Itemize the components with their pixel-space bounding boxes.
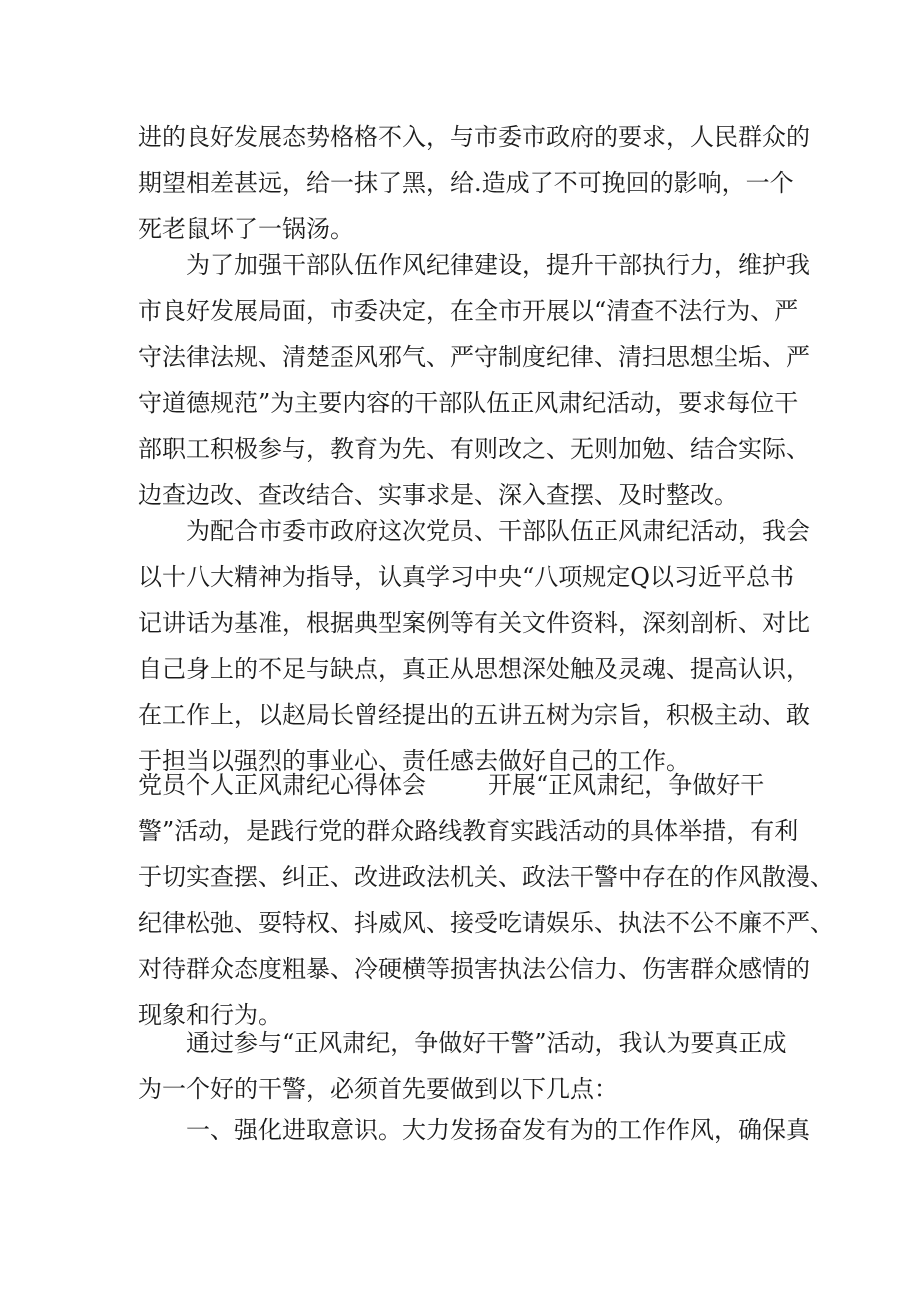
document-title: 党员个人正风肃纪心得体会 bbox=[138, 771, 426, 799]
paragraph-line: 通过参与“正风肃纪，争做好干警”活动，我认为要真正成 bbox=[186, 1029, 787, 1057]
paragraph-line: 警”活动，是践行党的群众路线教育实践活动的具体举措，有利 bbox=[138, 817, 799, 845]
paragraph-3 bbox=[138, 508, 810, 784]
paragraph-line: 死老鼠坏了一锅汤。 bbox=[138, 215, 354, 243]
paragraph-line: 在工作上，以赵局长曾经提出的五讲五树为宗旨，积极主动、敢 bbox=[138, 701, 810, 729]
paragraph-5 bbox=[138, 1020, 798, 1112]
paragraph-2 bbox=[138, 242, 810, 518]
title-line bbox=[138, 762, 798, 808]
paragraph-line: 纪律松弛、耍特权、抖威风、接受吃请娱乐、执法不公不廉不严、 bbox=[138, 909, 834, 937]
paragraph-line: 为一个好的干警，必须首先要做到以下几点： bbox=[138, 1075, 618, 1103]
paragraph-line: 一、强化进取意识。大力发扬奋发有为的工作作风，确保真 bbox=[186, 1116, 810, 1144]
paragraph-line: 以十八大精神为指导，认真学习中央“八项规定Q以习近平总书 bbox=[138, 563, 794, 591]
paragraph-line: 守道德规范”为主要内容的干部队伍正风肃纪活动，要求每位干 bbox=[138, 389, 799, 417]
paragraph-line: 守法律法规、清楚歪风邪气、严守制度纪律、清扫思想尘垢、严 bbox=[138, 343, 810, 371]
paragraph-6 bbox=[138, 1107, 810, 1153]
paragraph-line: 于担当以强烈的事业心、责任感去做好自己的工作。 bbox=[138, 747, 690, 775]
paragraph-line: 市良好发展局面，市委决定，在全市开展以“清查不法行为、严 bbox=[138, 297, 799, 325]
paragraph-line: 现象和行为。 bbox=[138, 1001, 282, 1029]
paragraph-line: 为了加强干部队伍作风纪律建设，提升干部执行力，维护我 bbox=[186, 251, 810, 279]
paragraph-line: 边查边改、查改结合、实事求是、深入查摆、及时整改。 bbox=[138, 481, 738, 509]
paragraph-line: 对待群众态度粗暴、冷硬横等损害执法公信力、伤害群众感情的 bbox=[138, 955, 810, 983]
paragraph-line: 自己身上的不足与缺点，真正从思想深处触及灵魂、提高认识， bbox=[138, 655, 810, 683]
paragraph-line: 期望相差甚远，给一抹了黑，给.造成了不可挽回的影响，一个 bbox=[138, 169, 794, 197]
paragraph-4 bbox=[138, 762, 834, 1038]
paragraph-line: 记讲话为基准，根据典型案例等有关文件资料，深刻剖析、对比 bbox=[138, 609, 810, 637]
paragraph-line: 为配合市委市政府这次党员、干部队伍正风肃纪活动，我会 bbox=[186, 517, 810, 545]
title-continuation: 开展“正风肃纪，争做好干 bbox=[488, 771, 765, 799]
paragraph-line: 于切实查摆、纠正、改进政法机关、政法干警中存在的作风散漫、 bbox=[138, 863, 834, 891]
paragraph-line: 进的良好发展态势格格不入，与市委市政府的要求，人民群众的 bbox=[138, 123, 810, 151]
paragraph-line: 部职工积极参与，教育为先、有则改之、无则加勉、结合实际、 bbox=[138, 435, 810, 463]
paragraph-1 bbox=[138, 114, 810, 252]
